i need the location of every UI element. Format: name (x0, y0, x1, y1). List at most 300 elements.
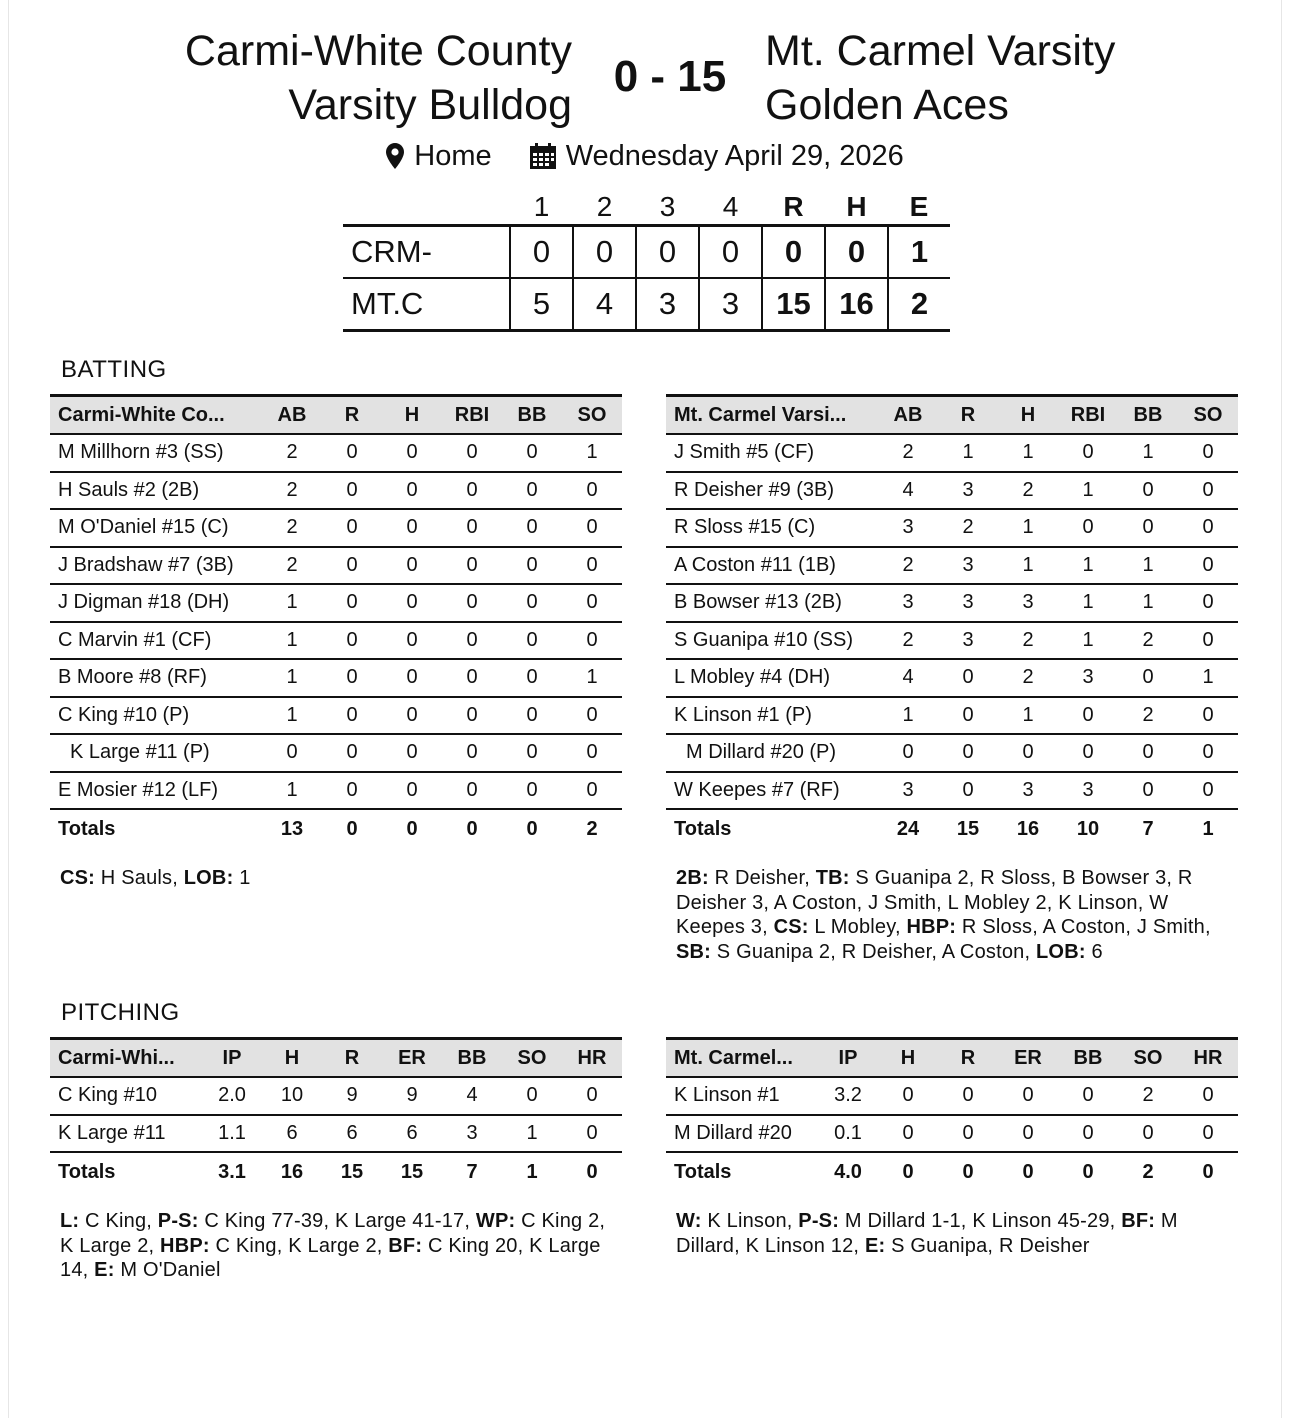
stat-cell: 0 (1118, 659, 1178, 697)
stat-cell: 0 (382, 509, 442, 547)
team-header: Mt. Carmel Varsi... (666, 396, 878, 435)
note-label: P-S: (157, 1210, 199, 1232)
player-row (666, 509, 1238, 547)
stat-cell: 1 (262, 584, 322, 622)
stat-cell: 1 (562, 659, 622, 697)
note-label: 2B: (676, 867, 709, 889)
stat-cell: 0 (442, 434, 502, 472)
stat-cell: 0 (1178, 547, 1238, 585)
player-name: J Bradshaw #7 (3B) (50, 547, 262, 585)
stat-cell: 0 (1118, 472, 1178, 510)
player-name: K Linson #1 (P) (666, 697, 878, 735)
note-text: L Mobley, (808, 916, 907, 938)
note-text: 1 (233, 867, 251, 889)
column-header: SO (1178, 396, 1238, 435)
note-text: C King 2, K Large 2, (60, 1210, 606, 1257)
note-text: S Guanipa, R Deisher (885, 1234, 1090, 1257)
stat-cell: 3 (878, 584, 938, 622)
errors-col: E (909, 191, 929, 222)
total-cell: 3.1 (202, 1152, 262, 1191)
stat-cell: 0 (1178, 472, 1238, 510)
stat-cell: 1 (1058, 584, 1118, 622)
stat-cell: 0 (938, 1115, 998, 1153)
stat-cell: 4 (878, 659, 938, 697)
total-hits: 0 (825, 226, 888, 279)
stat-cell: 0 (442, 622, 502, 660)
pitching-notes-away (60, 1209, 608, 1283)
stat-cell: 0 (1058, 734, 1118, 772)
stat-cell: 0 (382, 659, 442, 697)
total-cell: 2 (1118, 1152, 1178, 1191)
total-cell: 0 (878, 1152, 938, 1191)
stat-cell: 0 (562, 1077, 622, 1115)
stat-cell: 3 (878, 772, 938, 810)
stat-cell: 0 (322, 472, 382, 510)
batting-notes-home (676, 866, 1236, 964)
note-label: CS: (60, 867, 96, 889)
hits-col: H (846, 191, 867, 222)
stat-cell: 0 (1118, 772, 1178, 810)
away-team-line2: Varsity Bulldog (288, 81, 572, 129)
player-row (666, 1115, 1238, 1153)
total-cell: 7 (442, 1152, 502, 1191)
player-row (666, 697, 1238, 735)
column-header: H (262, 1039, 322, 1078)
stat-cell: 0 (1058, 434, 1118, 472)
stat-cell: 0 (502, 659, 562, 697)
stat-cell: 0 (1118, 509, 1178, 547)
column-header: R (322, 1039, 382, 1078)
stat-cell: 0 (442, 734, 502, 772)
stat-cell: 0 (1058, 1077, 1118, 1115)
stat-cell: 0 (382, 697, 442, 735)
stat-cell: 1 (1058, 547, 1118, 585)
player-name: C King #10 (P) (50, 697, 262, 735)
map-pin-icon (386, 143, 404, 169)
total-cell: 1 (502, 1152, 562, 1191)
stat-cell: 0 (562, 697, 622, 735)
player-name: L Mobley #4 (DH) (666, 659, 878, 697)
player-name: J Smith #5 (CF) (666, 434, 878, 472)
pitching-title: PITCHING (61, 999, 180, 1026)
stat-cell: 2 (998, 659, 1058, 697)
total-cell: 0 (562, 1152, 622, 1191)
stat-cell: 1 (1118, 434, 1178, 472)
total-cell: 0 (502, 809, 562, 848)
total-cell: 16 (998, 809, 1058, 848)
stat-cell: 0 (322, 772, 382, 810)
player-name: R Deisher #9 (3B) (666, 472, 878, 510)
stat-cell: 2 (998, 472, 1058, 510)
note-label: BF: (388, 1234, 423, 1257)
total-runs: 0 (762, 226, 825, 279)
inning-score: 0 (699, 226, 762, 279)
column-header: SO (562, 396, 622, 435)
stat-cell: 0 (878, 1077, 938, 1115)
note-label: WP: (475, 1210, 516, 1232)
stat-cell: 4 (442, 1077, 502, 1115)
stat-cell: 1 (1058, 472, 1118, 510)
note-text: H Sauls, (95, 867, 184, 889)
stat-cell: 0 (1178, 772, 1238, 810)
note-label: L: (60, 1210, 80, 1232)
stat-cell: 1 (1118, 547, 1178, 585)
stat-cell: 0 (562, 734, 622, 772)
note-label: CS: (773, 916, 809, 938)
column-header: IP (818, 1039, 878, 1078)
stat-cell: 3 (442, 1115, 502, 1153)
stat-cell: 2 (878, 434, 938, 472)
player-row (50, 1077, 622, 1115)
inning-score: 0 (636, 226, 699, 279)
note-label: HBP: (160, 1234, 210, 1257)
stat-cell: 6 (322, 1115, 382, 1153)
stat-cell: 0 (562, 1115, 622, 1153)
stat-cell: 3 (878, 509, 938, 547)
batting-table-away (50, 394, 622, 848)
batting-table-home (666, 394, 1238, 848)
stat-cell: 0 (502, 1077, 562, 1115)
stat-cell: 2 (938, 509, 998, 547)
total-cell: 15 (938, 809, 998, 848)
table-header-row (50, 1039, 622, 1078)
stat-cell: 0 (1058, 1115, 1118, 1153)
stat-cell: 0 (382, 772, 442, 810)
stat-cell: 0 (938, 1077, 998, 1115)
stat-cell: 0 (1178, 734, 1238, 772)
player-name: E Mosier #12 (LF) (50, 772, 262, 810)
stat-cell: 3 (998, 584, 1058, 622)
total-cell: 10 (1058, 809, 1118, 848)
player-row (50, 697, 622, 735)
player-row (666, 584, 1238, 622)
note-text: C King, K Large 2, (209, 1234, 389, 1257)
table-header-row (666, 396, 1238, 435)
column-header: ER (998, 1039, 1058, 1078)
stat-cell: 0 (878, 734, 938, 772)
stat-cell: 0 (562, 772, 622, 810)
column-header: H (382, 396, 442, 435)
player-row (50, 584, 622, 622)
total-cell: 0 (938, 1152, 998, 1191)
total-errors: 2 (888, 278, 950, 331)
total-cell: 0 (998, 1152, 1058, 1191)
stat-cell: 0 (322, 584, 382, 622)
player-row (666, 1077, 1238, 1115)
total-cell: 1 (1178, 809, 1238, 848)
column-header: HR (562, 1039, 622, 1078)
note-label: LOB: (183, 867, 234, 889)
line-score-row (343, 278, 950, 331)
total-cell: 24 (878, 809, 938, 848)
stat-cell: 0 (502, 434, 562, 472)
stat-cell: 0 (502, 734, 562, 772)
stat-cell: 2 (262, 472, 322, 510)
totals-row (50, 809, 622, 848)
totals-row (666, 1152, 1238, 1191)
stat-cell: 3 (938, 622, 998, 660)
totals-label: Totals (50, 809, 262, 848)
stat-cell: 0 (382, 434, 442, 472)
column-header: H (998, 396, 1058, 435)
totals-label: Totals (666, 809, 878, 848)
stat-cell: 1 (262, 622, 322, 660)
stat-cell: 0 (442, 697, 502, 735)
column-header: SO (1118, 1039, 1178, 1078)
total-cell: 15 (382, 1152, 442, 1191)
stat-cell: 0 (502, 472, 562, 510)
stat-cell: 2 (1118, 622, 1178, 660)
inning-score: 0 (510, 226, 573, 279)
total-cell: 0 (382, 809, 442, 848)
stat-cell: 0 (442, 584, 502, 622)
player-row (50, 1115, 622, 1153)
total-cell: 7 (1118, 809, 1178, 848)
player-row (666, 472, 1238, 510)
note-text: C King, (79, 1210, 158, 1232)
stat-cell: 0 (442, 659, 502, 697)
away-team-line1: Carmi-White County (184, 27, 572, 75)
stat-cell: 0 (502, 622, 562, 660)
stat-cell: 0 (382, 547, 442, 585)
player-row (666, 659, 1238, 697)
stat-cell: 0 (502, 509, 562, 547)
total-cell: 0 (1178, 1152, 1238, 1191)
stat-cell: 0 (442, 472, 502, 510)
stat-cell: 2 (262, 547, 322, 585)
pitching-table-away (50, 1037, 622, 1191)
player-row (50, 622, 622, 660)
stat-cell: 3 (938, 584, 998, 622)
player-row (50, 509, 622, 547)
inning-score: 4 (573, 278, 636, 331)
inning-col: 4 (722, 191, 739, 222)
stat-cell: 0 (502, 584, 562, 622)
total-cell: 15 (322, 1152, 382, 1191)
column-header: BB (502, 396, 562, 435)
stat-cell: 1 (262, 659, 322, 697)
player-row (50, 659, 622, 697)
column-header: BB (442, 1039, 502, 1078)
note-label: E: (94, 1259, 115, 1281)
player-name: S Guanipa #10 (SS) (666, 622, 878, 660)
stat-cell: 0 (322, 734, 382, 772)
player-row (666, 547, 1238, 585)
total-cell: 0 (1058, 1152, 1118, 1191)
note-text: K Linson, (701, 1210, 799, 1232)
note-text: S Guanipa 2, R Sloss, B Bowser 3, R Deisher 3, A Coston, J Smith, L Mobley 2, K Linson, W Keepes 3, (676, 867, 1193, 938)
totals-row (50, 1152, 622, 1191)
note-text: M Dillard 1-1, K Linson 45-29, (839, 1210, 1122, 1232)
stat-cell: 0 (998, 734, 1058, 772)
pitching-table-home (666, 1037, 1238, 1191)
total-cell: 2 (562, 809, 622, 848)
column-header: AB (262, 396, 322, 435)
column-header: BB (1058, 1039, 1118, 1078)
note-label: SB: (676, 940, 712, 963)
stat-cell: 0 (262, 734, 322, 772)
table-header-row (666, 1039, 1238, 1078)
stat-cell: 1 (262, 772, 322, 810)
note-label: LOB: (1036, 940, 1086, 963)
stat-cell: 0 (1058, 697, 1118, 735)
note-text: C King 20, K Large 14, (60, 1234, 601, 1281)
inning-score: 5 (510, 278, 573, 331)
stat-cell: 3 (1058, 772, 1118, 810)
column-header: ER (382, 1039, 442, 1078)
player-name: K Large #11 (50, 1115, 202, 1153)
game-meta (0, 138, 1290, 178)
stat-cell: 0 (1178, 697, 1238, 735)
calendar-icon (530, 143, 556, 169)
stat-cell: 0 (502, 547, 562, 585)
team-header: Mt. Carmel... (666, 1039, 818, 1078)
stat-cell: 3 (998, 772, 1058, 810)
note-text: R Deisher, (708, 867, 816, 889)
player-name: M Dillard #20 (P) (666, 734, 878, 772)
player-name: K Large #11 (P) (50, 734, 262, 772)
note-label: P-S: (798, 1210, 840, 1232)
stat-cell: 1 (262, 697, 322, 735)
stat-cell: 2 (878, 547, 938, 585)
stat-cell: 0 (502, 772, 562, 810)
stat-cell: 2 (1118, 697, 1178, 735)
pitching-notes-home (676, 1209, 1236, 1258)
stat-cell: 0.1 (818, 1115, 878, 1153)
stat-cell: 0 (382, 472, 442, 510)
stat-cell: 6 (382, 1115, 442, 1153)
date (530, 138, 904, 174)
column-header: RBI (442, 396, 502, 435)
stat-cell: 3.2 (818, 1077, 878, 1115)
stat-cell: 0 (382, 734, 442, 772)
home-team-name (765, 24, 1245, 132)
total-cell: 4.0 (818, 1152, 878, 1191)
stat-cell: 1 (998, 434, 1058, 472)
stat-cell: 1 (998, 509, 1058, 547)
stat-cell: 3 (938, 547, 998, 585)
stat-cell: 0 (322, 659, 382, 697)
totals-label: Totals (50, 1152, 202, 1191)
stat-cell: 1 (998, 697, 1058, 735)
away-team-name (0, 24, 572, 132)
final-score: 0 - 15 (613, 52, 727, 101)
player-name: J Digman #18 (DH) (50, 584, 262, 622)
player-row (50, 547, 622, 585)
home-team-line2: Golden Aces (765, 81, 1009, 129)
stat-cell: 2 (262, 434, 322, 472)
player-name: W Keepes #7 (RF) (666, 772, 878, 810)
player-row (50, 734, 622, 772)
location (386, 138, 491, 174)
batting-notes-away (60, 866, 600, 891)
stat-cell: 0 (1178, 434, 1238, 472)
column-header: R (938, 1039, 998, 1078)
note-text: M O'Daniel (114, 1259, 221, 1281)
stat-cell: 3 (938, 472, 998, 510)
inning-col: 1 (533, 191, 550, 222)
player-name: H Sauls #2 (2B) (50, 472, 262, 510)
stat-cell: 0 (322, 547, 382, 585)
stat-cell: 0 (562, 584, 622, 622)
stat-cell: 0 (322, 697, 382, 735)
team-header: Carmi-White Co... (50, 396, 262, 435)
stat-cell: 0 (562, 547, 622, 585)
stat-cell: 0 (1178, 1115, 1238, 1153)
stat-cell: 9 (382, 1077, 442, 1115)
column-header: BB (1118, 396, 1178, 435)
stat-cell: 1 (938, 434, 998, 472)
stat-cell: 2 (262, 509, 322, 547)
column-header: RBI (1058, 396, 1118, 435)
stat-cell: 0 (998, 1115, 1058, 1153)
player-name: C Marvin #1 (CF) (50, 622, 262, 660)
player-row (50, 472, 622, 510)
note-label: HBP: (906, 916, 957, 938)
total-hits: 16 (825, 278, 888, 331)
line-score-header (343, 190, 950, 226)
stat-cell: 0 (998, 1077, 1058, 1115)
totals-row (666, 809, 1238, 848)
note-text: M Dillard, K Linson 12, (676, 1210, 1178, 1257)
stat-cell: 1 (1178, 659, 1238, 697)
player-name: C King #10 (50, 1077, 202, 1115)
runs-col: R (783, 191, 804, 222)
total-cell: 13 (262, 809, 322, 848)
line-score (343, 190, 950, 332)
batting-title: BATTING (61, 356, 167, 383)
home-team-line1: Mt. Carmel Varsity (765, 27, 1116, 75)
note-text: 6 (1085, 940, 1103, 963)
line-score-row (343, 226, 950, 279)
column-header: H (878, 1039, 938, 1078)
column-header: IP (202, 1039, 262, 1078)
stat-cell: 1.1 (202, 1115, 262, 1153)
player-row (666, 772, 1238, 810)
stat-cell: 1 (562, 434, 622, 472)
stat-cell: 0 (938, 697, 998, 735)
team-header: Carmi-Whi... (50, 1039, 202, 1078)
stat-cell: 0 (442, 772, 502, 810)
stat-cell: 0 (382, 584, 442, 622)
stat-cell: 2.0 (202, 1077, 262, 1115)
player-name: B Moore #8 (RF) (50, 659, 262, 697)
totals-label: Totals (666, 1152, 818, 1191)
line-score-team: CRM- (343, 226, 510, 279)
stat-cell: 1 (502, 1115, 562, 1153)
player-name: A Coston #11 (1B) (666, 547, 878, 585)
stat-cell: 1 (1058, 622, 1118, 660)
player-name: M Dillard #20 (666, 1115, 818, 1153)
note-label: TB: (815, 867, 850, 889)
player-name: R Sloss #15 (C) (666, 509, 878, 547)
inning-score: 3 (636, 278, 699, 331)
stat-cell: 0 (1178, 584, 1238, 622)
stat-cell: 6 (262, 1115, 322, 1153)
note-label: E: (864, 1234, 886, 1257)
player-row (50, 772, 622, 810)
column-header: R (938, 396, 998, 435)
table-header-row (50, 396, 622, 435)
stat-cell: 2 (1118, 1077, 1178, 1115)
stat-cell: 0 (1178, 1077, 1238, 1115)
column-header: SO (502, 1039, 562, 1078)
player-row (50, 434, 622, 472)
stat-cell: 0 (562, 509, 622, 547)
player-name: B Bowser #13 (2B) (666, 584, 878, 622)
stat-cell: 0 (878, 1115, 938, 1153)
stat-cell: 2 (878, 622, 938, 660)
